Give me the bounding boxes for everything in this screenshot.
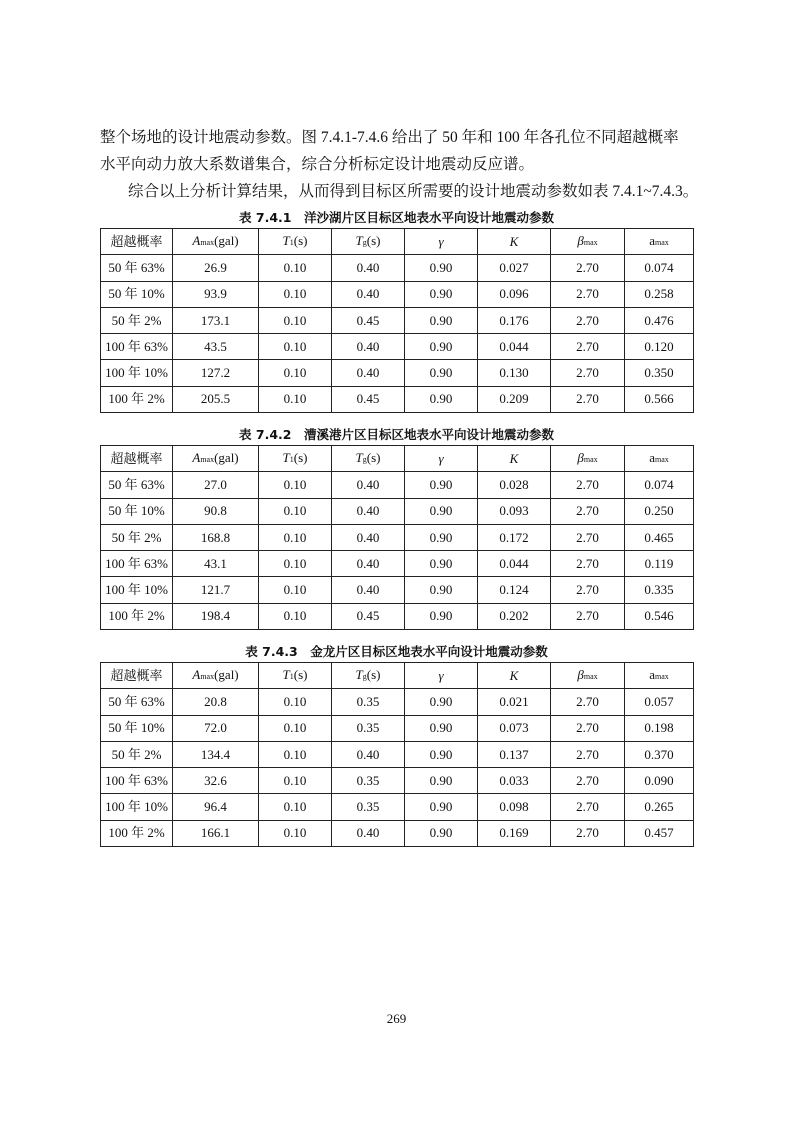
table-3 — [100, 662, 694, 847]
table-cell: 0.40 — [332, 360, 405, 386]
header-beta: βmax — [551, 663, 625, 689]
table-cell: 2.70 — [551, 551, 625, 577]
table-row — [101, 820, 694, 846]
table-cell: 0.90 — [405, 715, 478, 741]
table-cell: 0.10 — [259, 334, 332, 360]
header-beta: βmax — [551, 229, 625, 255]
table-cell: 100 年 63% — [101, 334, 173, 360]
table-cell: 0.90 — [405, 524, 478, 550]
table-cell: 0.098 — [478, 794, 551, 820]
table-cell: 0.10 — [259, 472, 332, 498]
table-cell: 0.90 — [405, 281, 478, 307]
header-k: K — [478, 446, 551, 472]
table-cell: 43.1 — [173, 551, 259, 577]
table-cell: 2.70 — [551, 498, 625, 524]
table-cell: 0.028 — [478, 472, 551, 498]
table-cell: 0.10 — [259, 741, 332, 767]
table-cell: 93.9 — [173, 281, 259, 307]
table-cell: 2.70 — [551, 741, 625, 767]
table-cell: 50 年 10% — [101, 281, 173, 307]
table-cell: 0.90 — [405, 794, 478, 820]
table-cell: 0.033 — [478, 768, 551, 794]
table-cell: 0.10 — [259, 255, 332, 281]
header-t1: T1(s) — [259, 229, 332, 255]
table-cell: 198.4 — [173, 603, 259, 629]
table-cell: 0.370 — [625, 741, 694, 767]
table-cell: 50 年 2% — [101, 741, 173, 767]
table-cell: 0.10 — [259, 360, 332, 386]
header-amax: Amax(gal) — [173, 229, 259, 255]
table-cell: 0.10 — [259, 768, 332, 794]
table-cell: 0.10 — [259, 551, 332, 577]
table-cell: 0.137 — [478, 741, 551, 767]
header-amax-coef: amax — [625, 663, 694, 689]
table-row — [101, 255, 694, 281]
table-cell: 0.198 — [625, 715, 694, 741]
table-cell: 0.40 — [332, 498, 405, 524]
table-cell: 0.90 — [405, 386, 478, 412]
table-cell: 50 年 10% — [101, 715, 173, 741]
table-row — [101, 551, 694, 577]
table-cell: 0.40 — [332, 472, 405, 498]
table-cell: 0.10 — [259, 794, 332, 820]
table-cell: 100 年 10% — [101, 577, 173, 603]
table-row — [101, 386, 694, 412]
table-cell: 50 年 63% — [101, 689, 173, 715]
table-cell: 0.10 — [259, 524, 332, 550]
table-cell: 0.093 — [478, 498, 551, 524]
table-cell: 0.465 — [625, 524, 694, 550]
table-cell: 2.70 — [551, 255, 625, 281]
table-cell: 72.0 — [173, 715, 259, 741]
table-cell: 0.90 — [405, 689, 478, 715]
table-cell: 0.35 — [332, 768, 405, 794]
table-cell: 0.90 — [405, 551, 478, 577]
header-amax-coef: amax — [625, 446, 694, 472]
table-cell: 100 年 63% — [101, 551, 173, 577]
table-cell: 0.10 — [259, 281, 332, 307]
table-cell: 0.10 — [259, 307, 332, 333]
table-cell: 100 年 63% — [101, 768, 173, 794]
header-prob: 超越概率 — [101, 663, 173, 689]
table-cell: 0.40 — [332, 820, 405, 846]
table-cell: 0.350 — [625, 360, 694, 386]
header-tg: Tg(s) — [332, 229, 405, 255]
table-cell: 20.8 — [173, 689, 259, 715]
header-tg: Tg(s) — [332, 663, 405, 689]
table-cell: 0.021 — [478, 689, 551, 715]
table-cell: 0.90 — [405, 307, 478, 333]
header-prob: 超越概率 — [101, 446, 173, 472]
table-row — [101, 603, 694, 629]
table-cell: 2.70 — [551, 281, 625, 307]
table-cell: 205.5 — [173, 386, 259, 412]
table-2-caption: 表 7.4.2 漕溪港片区目标区地表水平向设计地震动参数 — [239, 427, 554, 442]
table-cell: 0.90 — [405, 498, 478, 524]
table-cell: 2.70 — [551, 472, 625, 498]
table-cell: 0.40 — [332, 551, 405, 577]
table-row — [101, 498, 694, 524]
table-cell: 0.40 — [332, 255, 405, 281]
table-header-row — [101, 446, 694, 472]
table-row — [101, 768, 694, 794]
table-row — [101, 472, 694, 498]
table-cell: 0.10 — [259, 386, 332, 412]
table-cell: 0.457 — [625, 820, 694, 846]
table-cell: 2.70 — [551, 307, 625, 333]
table-cell: 27.0 — [173, 472, 259, 498]
header-k: K — [478, 229, 551, 255]
table-row — [101, 307, 694, 333]
table-cell: 50 年 63% — [101, 472, 173, 498]
table-cell: 0.10 — [259, 577, 332, 603]
table-cell: 2.70 — [551, 334, 625, 360]
table-row — [101, 524, 694, 550]
table-cell: 100 年 2% — [101, 820, 173, 846]
table-cell: 0.35 — [332, 794, 405, 820]
table-cell: 2.70 — [551, 768, 625, 794]
table-cell: 0.35 — [332, 715, 405, 741]
table-cell: 50 年 10% — [101, 498, 173, 524]
table-cell: 96.4 — [173, 794, 259, 820]
table-cell: 0.90 — [405, 360, 478, 386]
table-cell: 0.90 — [405, 741, 478, 767]
table-cell: 32.6 — [173, 768, 259, 794]
table-cell: 100 年 10% — [101, 360, 173, 386]
header-amax: Amax(gal) — [173, 663, 259, 689]
table-cell: 0.45 — [332, 386, 405, 412]
table-cell: 100 年 2% — [101, 386, 173, 412]
table-row — [101, 794, 694, 820]
table-cell: 0.250 — [625, 498, 694, 524]
table-2 — [100, 445, 694, 630]
table-cell: 0.10 — [259, 603, 332, 629]
table-cell: 50 年 2% — [101, 307, 173, 333]
table-cell: 0.176 — [478, 307, 551, 333]
paragraph-2: 水平向动力放大系数谱集合，综合分析标定设计地震动反应谱。 — [100, 156, 535, 173]
header-beta: βmax — [551, 446, 625, 472]
table-cell: 2.70 — [551, 820, 625, 846]
header-gamma: γ — [405, 663, 478, 689]
table-cell: 0.90 — [405, 603, 478, 629]
table-cell: 50 年 63% — [101, 255, 173, 281]
table-cell: 166.1 — [173, 820, 259, 846]
header-gamma: γ — [405, 446, 478, 472]
table-cell: 50 年 2% — [101, 524, 173, 550]
table-row — [101, 360, 694, 386]
table-cell: 0.40 — [332, 577, 405, 603]
table-cell: 0.45 — [332, 307, 405, 333]
table-cell: 0.265 — [625, 794, 694, 820]
table-cell: 100 年 10% — [101, 794, 173, 820]
table-cell: 173.1 — [173, 307, 259, 333]
table-cell: 0.044 — [478, 551, 551, 577]
table-cell: 168.8 — [173, 524, 259, 550]
table-row — [101, 741, 694, 767]
table-cell: 0.057 — [625, 689, 694, 715]
table-cell: 0.209 — [478, 386, 551, 412]
table-cell: 0.119 — [625, 551, 694, 577]
header-prob: 超越概率 — [101, 229, 173, 255]
table-cell: 0.40 — [332, 741, 405, 767]
header-t1: T1(s) — [259, 663, 332, 689]
table-cell: 0.172 — [478, 524, 551, 550]
table-cell: 0.90 — [405, 820, 478, 846]
header-gamma: γ — [405, 229, 478, 255]
table-cell: 90.8 — [173, 498, 259, 524]
table-cell: 0.096 — [478, 281, 551, 307]
table-cell: 43.5 — [173, 334, 259, 360]
table-cell: 0.074 — [625, 472, 694, 498]
header-amax-coef: amax — [625, 229, 694, 255]
header-t1: T1(s) — [259, 446, 332, 472]
table-cell: 2.70 — [551, 360, 625, 386]
page-number: 269 — [386, 1011, 407, 1026]
table-cell: 2.70 — [551, 689, 625, 715]
table-cell: 0.120 — [625, 334, 694, 360]
table-cell: 0.90 — [405, 577, 478, 603]
table-cell: 0.10 — [259, 689, 332, 715]
table-cell: 121.7 — [173, 577, 259, 603]
table-cell: 2.70 — [551, 386, 625, 412]
table-cell: 0.258 — [625, 281, 694, 307]
table-cell: 0.45 — [332, 603, 405, 629]
paragraph-1: 整个场地的设计地震动参数。图 7.4.1-7.4.6 给出了 50 年和 100 年各孔位不同超越概率 — [100, 129, 679, 146]
table-cell: 0.566 — [625, 386, 694, 412]
table-3-caption: 表 7.4.3 金龙片区目标区地表水平向设计地震动参数 — [245, 644, 548, 659]
table-cell: 0.073 — [478, 715, 551, 741]
table-cell: 134.4 — [173, 741, 259, 767]
table-row — [101, 281, 694, 307]
table-cell: 2.70 — [551, 715, 625, 741]
table-cell: 0.10 — [259, 498, 332, 524]
table-cell: 0.090 — [625, 768, 694, 794]
header-amax: Amax(gal) — [173, 446, 259, 472]
table-cell: 0.202 — [478, 603, 551, 629]
table-cell: 2.70 — [551, 577, 625, 603]
table-cell: 0.124 — [478, 577, 551, 603]
table-cell: 2.70 — [551, 524, 625, 550]
table-cell: 0.40 — [332, 334, 405, 360]
table-cell: 0.90 — [405, 472, 478, 498]
table-cell: 0.90 — [405, 768, 478, 794]
table-cell: 0.546 — [625, 603, 694, 629]
table-cell: 0.476 — [625, 307, 694, 333]
table-cell: 0.027 — [478, 255, 551, 281]
table-row — [101, 689, 694, 715]
table-row — [101, 715, 694, 741]
table-cell: 0.35 — [332, 689, 405, 715]
header-k: K — [478, 663, 551, 689]
table-cell: 0.169 — [478, 820, 551, 846]
table-cell: 127.2 — [173, 360, 259, 386]
table-cell: 2.70 — [551, 603, 625, 629]
table-cell: 2.70 — [551, 794, 625, 820]
table-header-row — [101, 663, 694, 689]
table-1-caption: 表 7.4.1 洋沙湖片区目标区地表水平向设计地震动参数 — [239, 210, 554, 225]
table-cell: 100 年 2% — [101, 603, 173, 629]
table-cell: 26.9 — [173, 255, 259, 281]
table-cell: 0.40 — [332, 281, 405, 307]
table-cell: 0.90 — [405, 255, 478, 281]
table-1 — [100, 228, 694, 413]
table-cell: 0.10 — [259, 820, 332, 846]
table-cell: 0.335 — [625, 577, 694, 603]
table-cell: 0.40 — [332, 524, 405, 550]
table-cell: 0.074 — [625, 255, 694, 281]
table-cell: 0.10 — [259, 715, 332, 741]
table-header-row — [101, 229, 694, 255]
table-row — [101, 334, 694, 360]
paragraph-3: 综合以上分析计算结果，从而得到目标区所需要的设计地震动参数如表 7.4.1~7.4.3。 — [128, 183, 699, 200]
table-cell: 0.90 — [405, 334, 478, 360]
header-tg: Tg(s) — [332, 446, 405, 472]
table-row — [101, 577, 694, 603]
table-cell: 0.130 — [478, 360, 551, 386]
table-cell: 0.044 — [478, 334, 551, 360]
